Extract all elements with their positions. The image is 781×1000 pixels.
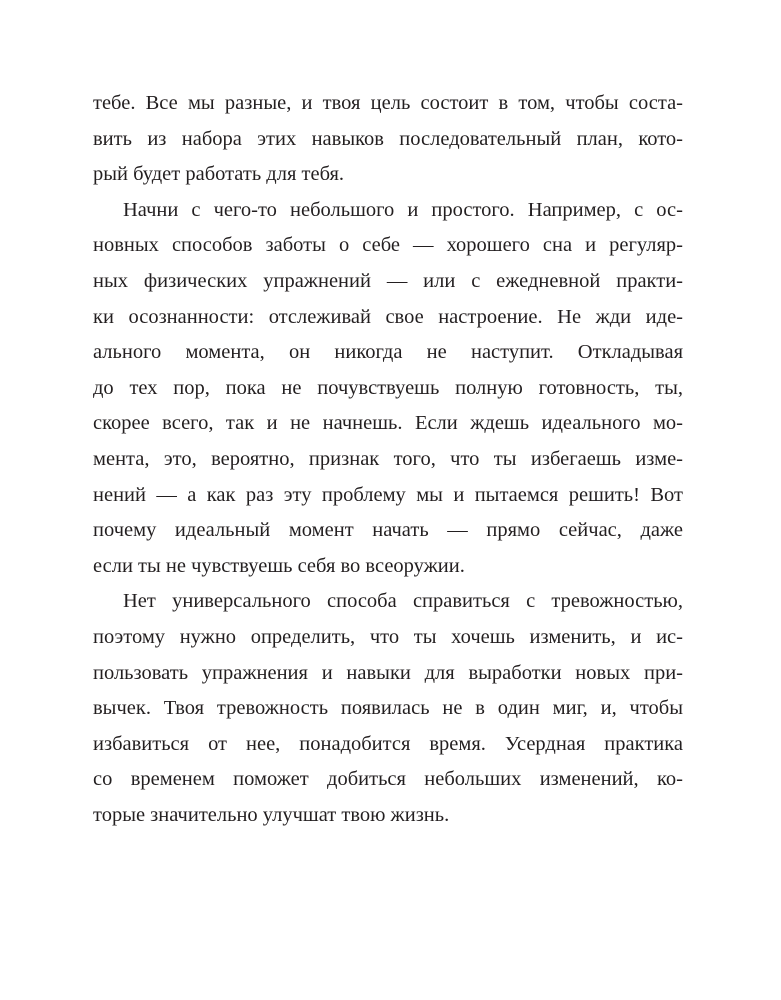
- text-line: ального момента, он никогда не наступит. Откладывая: [93, 341, 683, 364]
- text-line: ных физических упражнений — или с ежедневной практи-: [93, 269, 683, 292]
- paragraph-3: [93, 584, 683, 833]
- text-line: если ты не чувствуешь себя во всеоружии.: [93, 554, 465, 577]
- text-line: поэтому нужно определить, что ты хочешь изменить, и ис-: [93, 625, 683, 648]
- text-line: рый будет работать для тебя.: [93, 163, 345, 186]
- text-line: почему идеальный момент начать — прямо сейчас, даже: [93, 519, 683, 542]
- text-line: торые значительно улучшат твою жизнь.: [93, 803, 450, 826]
- text-line: вычек. Твоя тревожность появилась не в один миг, и, чтобы: [93, 697, 683, 720]
- text-line: мента, это, вероятно, признак того, что ты избегаешь изме-: [93, 447, 683, 470]
- text-line: новных способов заботы о себе — хорошего сна и регуляр-: [93, 234, 683, 257]
- text-line: тебе. Все мы разные, и твоя цель состоит в том, чтобы соста-: [93, 92, 683, 114]
- text-line: скорее всего, так и не начнешь. Если ждешь идеального мо-: [93, 412, 683, 435]
- text-line: нений — а как раз эту проблему мы и пытаемся решить! Вот: [93, 483, 683, 506]
- page-body: [93, 86, 683, 833]
- text-line: пользовать упражнения и навыки для выработки новых при-: [93, 661, 683, 684]
- text-line: до тех пор, пока не почувствуешь полную готовность, ты,: [93, 376, 683, 399]
- text-line: Нет универсального способа справиться с тревожностью,: [123, 590, 683, 613]
- text-line: вить из набора этих навыков последовательный план, кото-: [93, 127, 683, 150]
- text-line: Начни с чего-то небольшого и простого. Например, с ос-: [123, 198, 683, 221]
- text-line: ки осознанности: отслеживай свое настроение. Не жди иде-: [93, 305, 683, 328]
- text-line: со временем поможет добиться небольших изменений, ко-: [93, 768, 683, 791]
- text-line: избавиться от нее, понадобится время. Усердная практика: [93, 732, 683, 755]
- paragraph-1: [93, 86, 683, 193]
- paragraph-2: [93, 193, 683, 585]
